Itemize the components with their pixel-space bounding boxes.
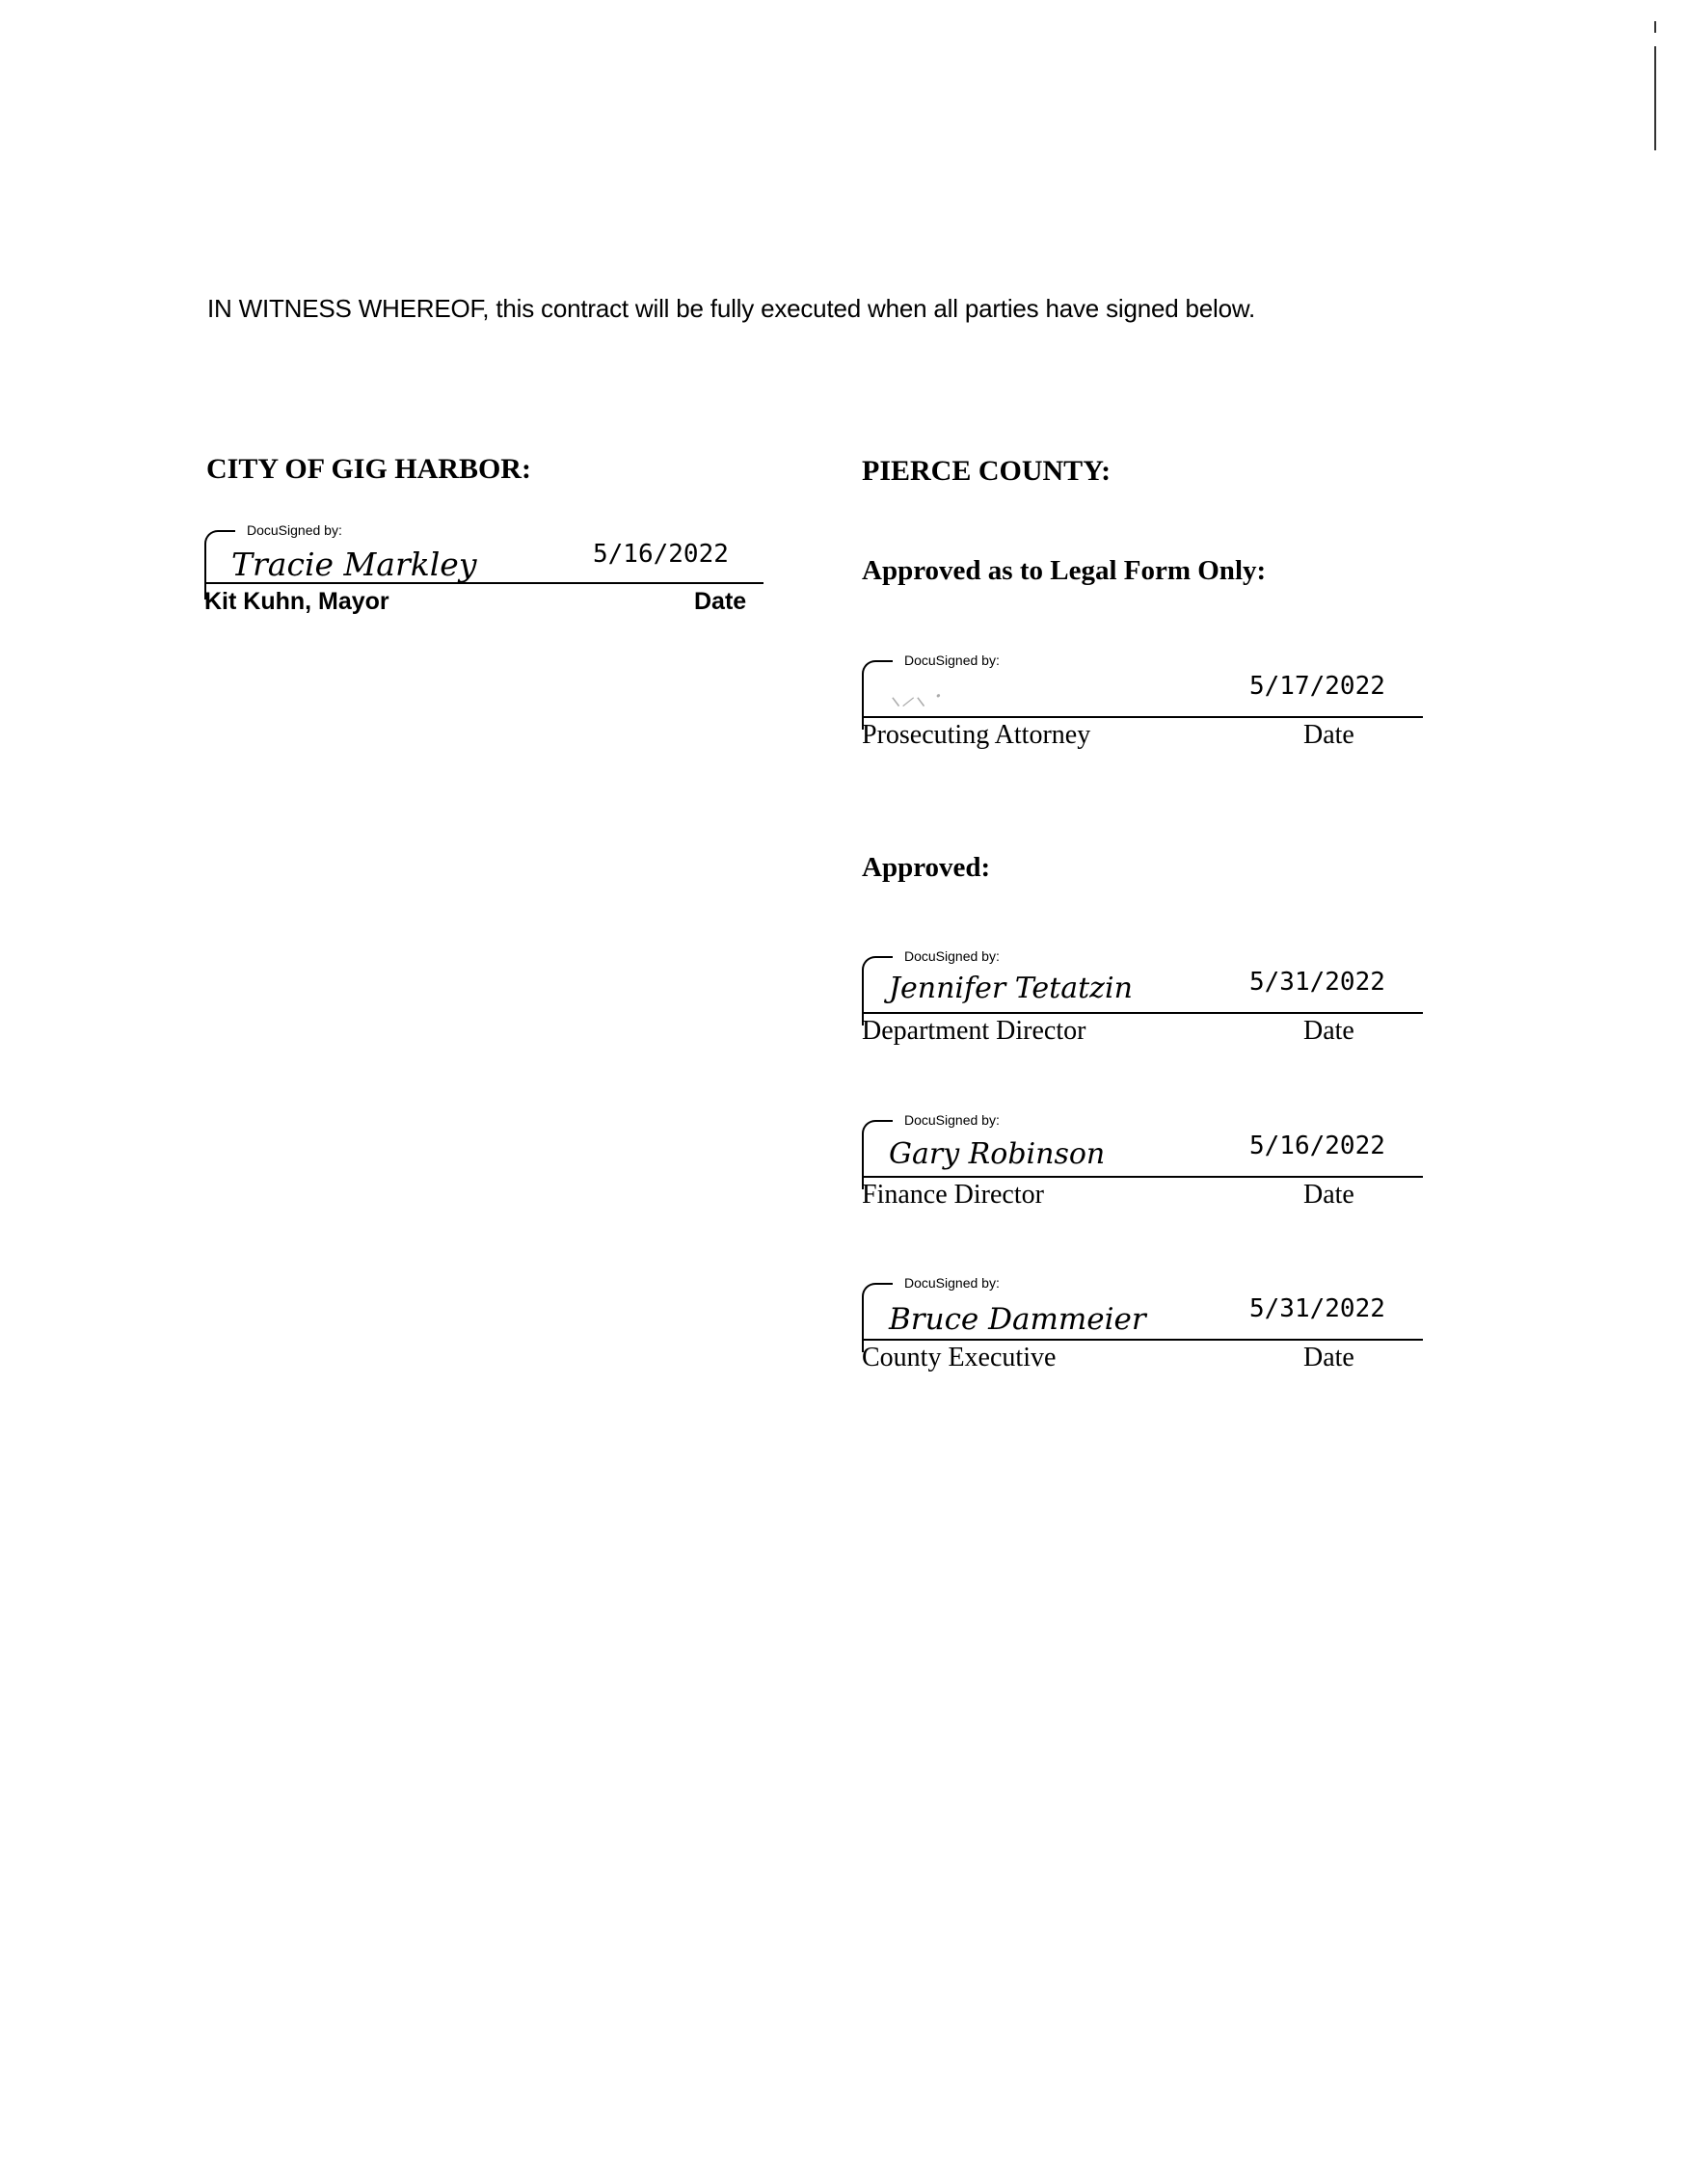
signer-role: Department Director	[862, 1016, 1086, 1046]
signer-role: Finance Director	[862, 1180, 1044, 1210]
signature-line	[204, 582, 764, 584]
docusigned-label: DocuSigned by:	[904, 1275, 1000, 1291]
department-director-signature-block	[862, 948, 1440, 1064]
city-heading: CITY OF GIG HARBOR:	[206, 453, 531, 485]
finance-director-signature-block	[862, 1112, 1440, 1228]
prosecuting-attorney-signature-block	[862, 653, 1440, 768]
signature: ⸜⸝⸜ ·	[889, 682, 943, 711]
signer-role: County Executive	[862, 1343, 1057, 1372]
scan-edge-mark	[1654, 46, 1656, 150]
county-heading: PIERCE COUNTY:	[862, 455, 1112, 487]
signature-line	[862, 1012, 1423, 1014]
signature: Bruce Dammeier	[889, 1302, 1146, 1337]
signature-date: 5/16/2022	[1249, 1132, 1385, 1160]
docusigned-label: DocuSigned by:	[904, 653, 1000, 668]
signature: Jennifer Tetatzin	[889, 972, 1133, 1005]
docusigned-label: DocuSigned by:	[247, 522, 342, 538]
docusigned-label: DocuSigned by:	[904, 948, 1000, 964]
witness-statement: IN WITNESS WHEREOF, this contract will be fully executed when all parties have signed below.	[207, 294, 1256, 323]
legal-form-heading: Approved as to Legal Form Only:	[862, 555, 1267, 586]
signer-role: Kit Kuhn, Mayor	[204, 588, 389, 615]
date-label: Date	[1303, 1343, 1354, 1372]
signature-line	[862, 1176, 1423, 1178]
date-label: Date	[1303, 720, 1354, 750]
signature: Tracie Markley	[231, 546, 477, 583]
city-signature-block	[204, 522, 764, 638]
signature: Gary Robinson	[889, 1137, 1106, 1171]
date-label: Date	[1303, 1180, 1354, 1210]
signature-date: 5/16/2022	[593, 540, 729, 569]
scan-edge-mark	[1654, 21, 1656, 33]
signature-date: 5/31/2022	[1249, 968, 1385, 997]
county-executive-signature-block	[862, 1275, 1440, 1391]
signature-date: 5/31/2022	[1249, 1294, 1385, 1323]
signature-line	[862, 716, 1423, 718]
approved-heading: Approved:	[862, 852, 991, 883]
signer-role: Prosecuting Attorney	[862, 720, 1091, 750]
date-label: Date	[694, 588, 747, 615]
signature-date: 5/17/2022	[1249, 672, 1385, 701]
signature-line	[862, 1339, 1423, 1341]
date-label: Date	[1303, 1016, 1354, 1046]
docusigned-label: DocuSigned by:	[904, 1112, 1000, 1128]
